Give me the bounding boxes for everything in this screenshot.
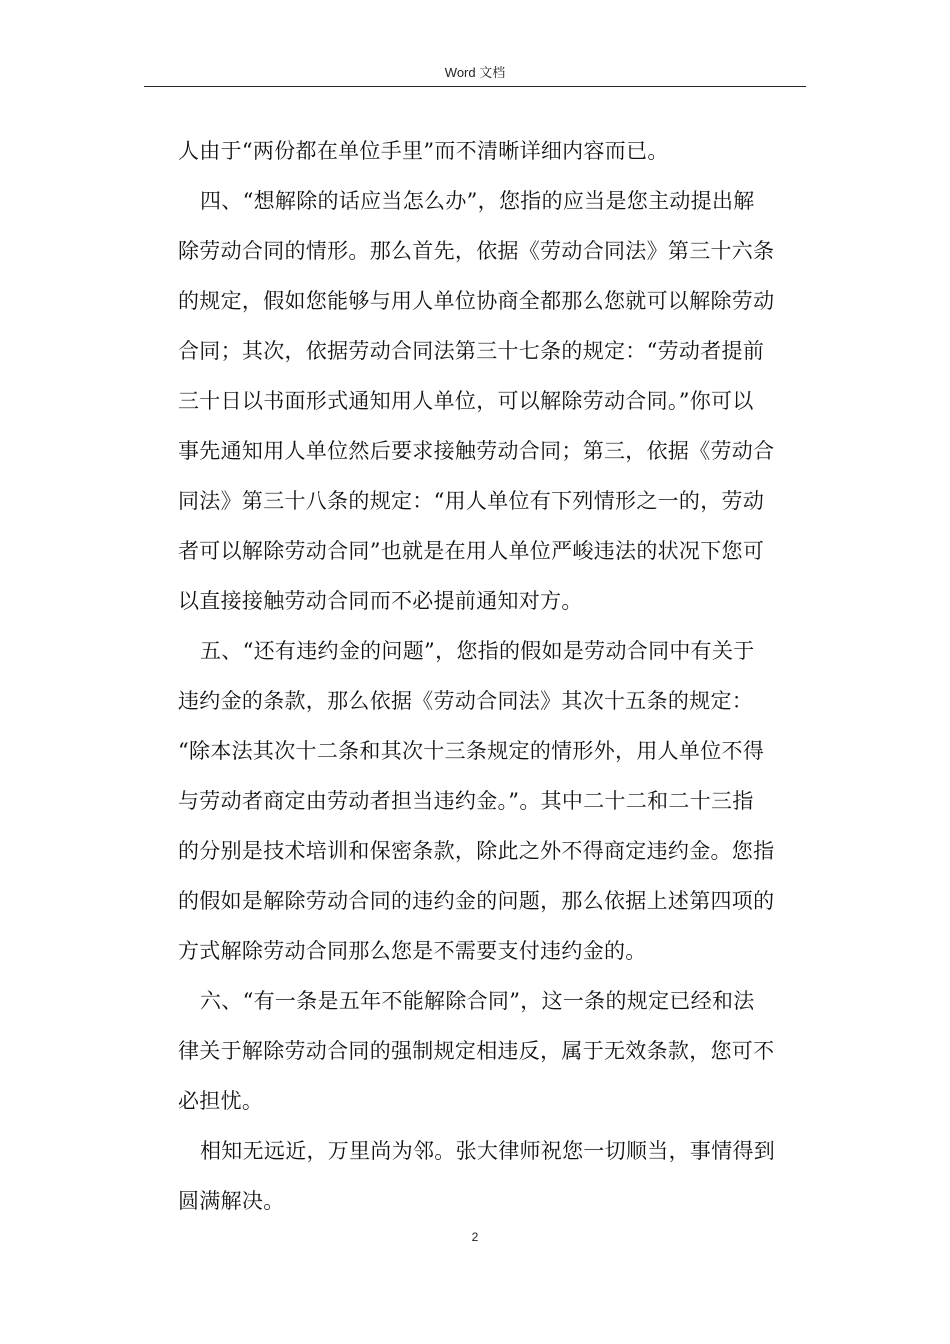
text-line: 合同；其次，依据劳动合同法第三十七条的规定：“劳动者提前 (178, 339, 765, 363)
document-body (178, 126, 804, 1226)
text-line: “除本法其次十二条和其次十三条规定的情形外，用人单位不得 (178, 739, 765, 763)
text-line: 圆满解决。 (178, 1189, 285, 1213)
header-divider (144, 86, 806, 87)
text-line: 人由于“两份都在单位手里”而不清晰详细内容而已。 (178, 139, 669, 163)
text-line: 以直接接触劳动合同而不必提前通知对方。 (178, 589, 583, 613)
text-line: 律关于解除劳动合同的强制规定相违反，属于无效条款，您可不 (178, 1039, 775, 1063)
text-line: 者可以解除劳动合同”也就是在用人单位严峻违法的状况下您可 (178, 539, 765, 563)
text-line: 的分别是技术培训和保密条款，除此之外不得商定违约金。您指 (178, 839, 775, 863)
text-line: 与劳动者商定由劳动者担当违约金。”。其中二十二和二十三指 (178, 789, 754, 813)
text-line: 除劳动合同的情形。那么首先，依据《劳动合同法》第三十六条 (178, 239, 775, 263)
page-number: 2 (471, 1230, 479, 1244)
text-line: 的假如是解除劳动合同的违约金的问题，那么依据上述第四项的 (178, 889, 775, 913)
text-line: 的规定，假如您能够与用人单位协商全都那么您就可以解除劳动 (178, 289, 775, 313)
text-line: 五、“还有违约金的问题”，您指的假如是劳动合同中有关于 (200, 639, 755, 663)
text-line: 四、“想解除的话应当怎么办”，您指的应当是您主动提出解 (200, 189, 755, 213)
text-line: 事先通知用人单位然后要求接触劳动合同；第三，依据《劳动合 (178, 439, 775, 463)
text-line: 六、“有一条是五年不能解除合同”，这一条的规定已经和法 (200, 989, 755, 1013)
text-line: 相知无远近，万里尚为邻。张大律师祝您一切顺当，事情得到 (200, 1139, 776, 1163)
text-line: 同法》第三十八条的规定：“用人单位有下列情形之一的，劳动 (178, 489, 765, 513)
text-line: 方式解除劳动合同那么您是不需要支付违约金的。 (178, 939, 647, 963)
text-line: 违约金的条款，那么依据《劳动合同法》其次十五条的规定： (178, 689, 754, 713)
text-line: 必担忧。 (178, 1089, 264, 1113)
page-header-title: Word 文档 (444, 65, 506, 80)
text-line: 三十日以书面形式通知用人单位，可以解除劳动合同。”你可以 (178, 389, 754, 413)
